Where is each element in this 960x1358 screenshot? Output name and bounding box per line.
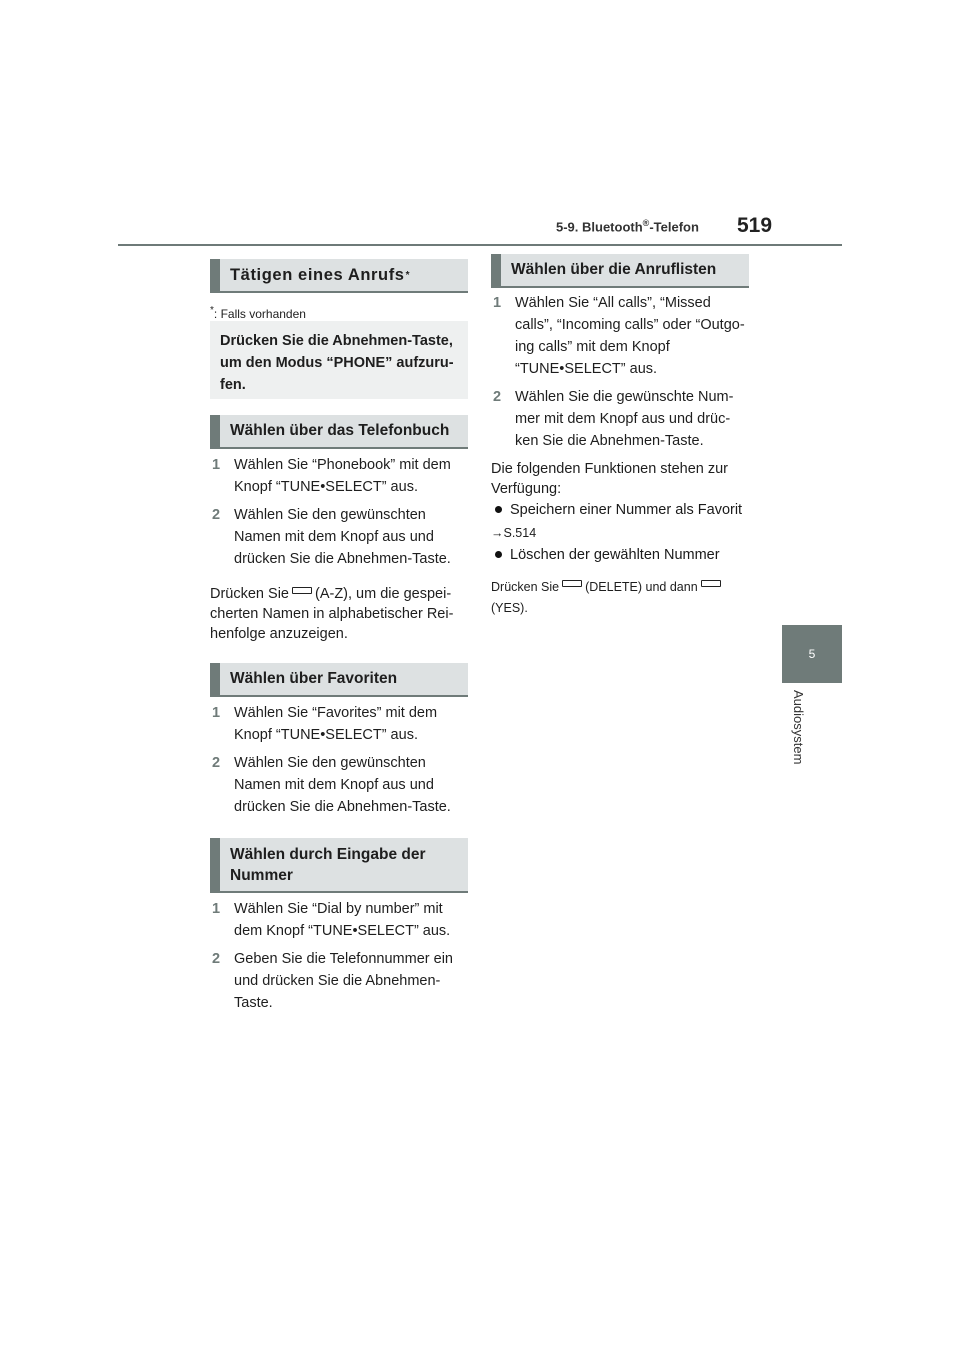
delete-button-icon	[562, 580, 582, 587]
heading-favoriten-text: Wählen über Favoriten	[230, 670, 398, 687]
az-after: (A-Z), um die gespei-cherten Namen in alphabetischer Rei-henfolge anzuzeigen.	[210, 586, 454, 642]
yes-button-icon	[701, 580, 721, 587]
reference-page: S.514	[503, 526, 537, 540]
step-text: Wählen Sie “All calls”, “Missed calls”, “Incoming calls” oder “Outgo-ing calls” mit dem Knopf “TUNE•SELECT” aus.	[515, 295, 745, 377]
step-number: 2	[493, 389, 502, 405]
delete-after: (YES).	[491, 601, 528, 615]
registered-mark: ®	[642, 218, 650, 228]
bullet-loeschen	[491, 545, 761, 565]
az-before: Drücken Sie	[210, 586, 289, 602]
step-favoriten-2	[212, 752, 462, 818]
step-number: 2	[212, 951, 221, 967]
functions-intro: Die folgenden Funktionen stehen zur Verfügung:	[491, 461, 728, 497]
intro-box: Drücken Sie die Abnehmen-Taste, um den Modus “PHONE” aufzuru-fen.	[210, 321, 468, 399]
heading-anruflisten	[491, 254, 749, 288]
step-text: Wählen Sie “Favorites” mit dem Knopf “TUNE•SELECT” aus.	[234, 705, 438, 743]
header-divider	[118, 244, 842, 246]
heading-anruf	[210, 259, 468, 293]
step-anruflisten-2	[493, 386, 747, 452]
step-text: Wählen Sie “Dial by number” mit dem Knopf “TUNE•SELECT” aus.	[234, 901, 451, 939]
step-text: Geben Sie die Telefonnummer ein und drücken Sie die Abnehmen-Taste.	[234, 951, 453, 1011]
step-text: Wählen Sie den gewünschten Namen mit dem Knopf aus und drücken Sie die Abnehmen-Taste.	[234, 755, 451, 815]
chapter-tab[interactable]	[782, 625, 842, 683]
step-number: 2	[212, 507, 221, 523]
heading-nummer	[210, 838, 468, 893]
bullet-icon	[495, 506, 502, 513]
step-number: 2	[212, 755, 221, 771]
bullet-favorit	[491, 500, 761, 520]
delete-middle: (DELETE) und dann	[585, 580, 698, 594]
step-nummer-1	[212, 898, 462, 942]
footnote	[210, 302, 306, 323]
page-number: 519	[737, 214, 773, 237]
step-favoriten-1	[212, 702, 462, 746]
footnote-mark: *	[210, 305, 214, 316]
step-number: 1	[212, 705, 221, 721]
section-suffix: -Telefon	[649, 219, 699, 235]
page-reference[interactable]	[491, 524, 536, 542]
step-nummer-2	[212, 948, 462, 1014]
heading-anruf-text: Tätigen eines Anrufs	[230, 265, 405, 284]
heading-anruf-mark: *	[405, 269, 411, 281]
bullet-icon	[495, 551, 502, 558]
section-prefix: 5-9. Bluetooth	[556, 219, 643, 235]
step-text: Wählen Sie “Phonebook” mit dem Knopf “TUNE•SELECT” aus.	[234, 457, 451, 495]
heading-telefonbuch	[210, 415, 468, 449]
step-text: Wählen Sie den gewünschten Namen mit dem Knopf aus und drücken Sie die Abnehmen-Taste.	[234, 507, 451, 567]
step-number: 1	[212, 901, 221, 917]
delete-instruction	[491, 577, 749, 619]
heading-favoriten	[210, 663, 468, 697]
step-anruflisten-1	[493, 292, 747, 380]
step-text: Wählen Sie die gewünschte Num-mer mit dem Knopf aus und drüc-ken Sie die Abnehmen-Taste.	[515, 389, 734, 449]
heading-anruflisten-text: Wählen über die Anruflisten	[511, 261, 717, 278]
arrow-right-icon: →	[491, 526, 504, 540]
chapter-number: 5	[808, 647, 816, 661]
section-title	[556, 218, 699, 234]
step-telefonbuch-1	[212, 454, 462, 498]
step-number: 1	[493, 295, 502, 311]
az-paragraph	[210, 584, 468, 644]
bullet-loeschen-text: Löschen der gewählten Nummer	[510, 547, 720, 563]
delete-before: Drücken Sie	[491, 580, 560, 594]
az-button-icon	[292, 587, 312, 594]
footnote-text: : Falls vorhanden	[213, 307, 306, 321]
heading-telefonbuch-text: Wählen über das Telefonbuch	[230, 422, 450, 439]
step-telefonbuch-2	[212, 504, 462, 570]
step-number: 1	[212, 457, 221, 473]
chapter-label: Audiosystem	[791, 690, 806, 765]
bullet-favorit-text: Speichern einer Nummer als Favorit	[510, 502, 743, 518]
heading-nummer-text: Wählen durch Eingabe der Nummer	[230, 845, 426, 884]
